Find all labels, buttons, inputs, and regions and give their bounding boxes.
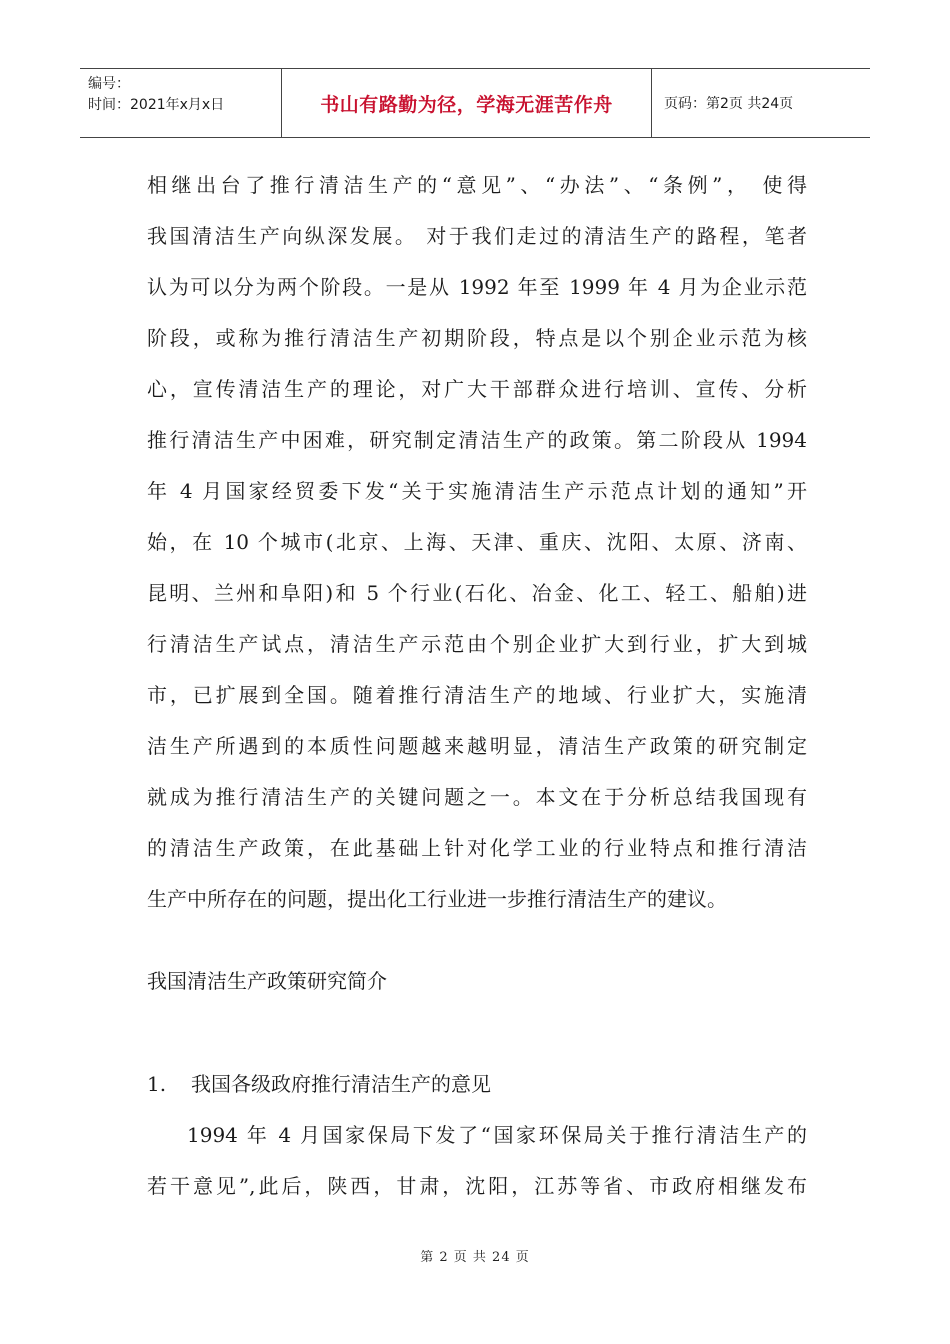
body-line: 心，宣传清洁生产的理论，对广大干部群众进行培训、宣传、分析 [147, 377, 807, 401]
body-line: 行清洁生产试点，清洁生产示范由个别企业扩大到行业，扩大到城 [147, 632, 807, 656]
second-paragraph [147, 1110, 807, 1212]
body-line: 1994 年 4 月国家保局下发了“国家环保局关于推行清洁生产的 [187, 1123, 807, 1147]
header-page-info: 页码：第2页 共24页 [664, 96, 794, 112]
body-line: 就成为推行清洁生产的关键问题之一。本文在于分析总结我国现有 [147, 785, 807, 809]
body-line: 的清洁生产政策，在此基础上针对化学工业的行业特点和推行清洁 [147, 836, 807, 860]
body-line: 洁生产所遇到的本质性问题越来越明显，清洁生产政策的研究制定 [147, 734, 807, 758]
header-motto: 书山有路勤为径，学海无涯苦作舟 [282, 69, 652, 137]
body-line: 推行清洁生产中困难，研究制定清洁生产的政策。第二阶段从 1994 [147, 428, 807, 452]
body-line: 市，已扩展到全国。随着推行清洁生产的地域、行业扩大，实施清 [147, 683, 807, 707]
header-meta-cell [80, 69, 282, 137]
body-line: 昆明、兰州和阜阳)和 5 个行业(石化、冶金、化工、轻工、船舶)进 [147, 581, 807, 605]
document-number-label: 编号： [88, 76, 130, 92]
page-footer: 第 2 页 共 24 页 [420, 1250, 530, 1265]
body-line: 始，在 10 个城市(北京、上海、天津、重庆、沈阳、太原、济南、 [147, 530, 807, 554]
body-line: 年 4 月国家经贸委下发“关于实施清洁生产示范点计划的通知”开 [147, 479, 807, 503]
body-line: 阶段，或称为推行清洁生产初期阶段，特点是以个别企业示范为核 [147, 326, 807, 350]
body-line: 相继出台了推行清洁生产的“意见”、“办法”、“条例”， 使得 [147, 173, 807, 197]
subsection-title: 我国各级政府推行清洁生产的意见 [191, 1072, 491, 1096]
body-line: 若干意见”,此后，陕西，甘肃，沈阳，江苏等省、市政府相继发布 [147, 1174, 807, 1198]
body-line: 认为可以分为两个阶段。一是从 1992 年至 1999 年 4 月为企业示范 [147, 275, 807, 299]
document-date-label: 时间：2021年x月x日 [88, 97, 225, 113]
body-line: 生产中所存在的问题，提出化工行业进一步推行清洁生产的建议。 [147, 887, 727, 911]
body-line: 我国清洁生产向纵深发展。 对于我们走过的清洁生产的路程，笔者 [147, 224, 807, 248]
body-paragraph [147, 160, 807, 925]
subsection-number: 1. [147, 1072, 167, 1096]
header-table [80, 68, 870, 138]
subsection-heading [147, 1059, 491, 1110]
section-heading: 我国清洁生产政策研究简介 [147, 969, 387, 993]
